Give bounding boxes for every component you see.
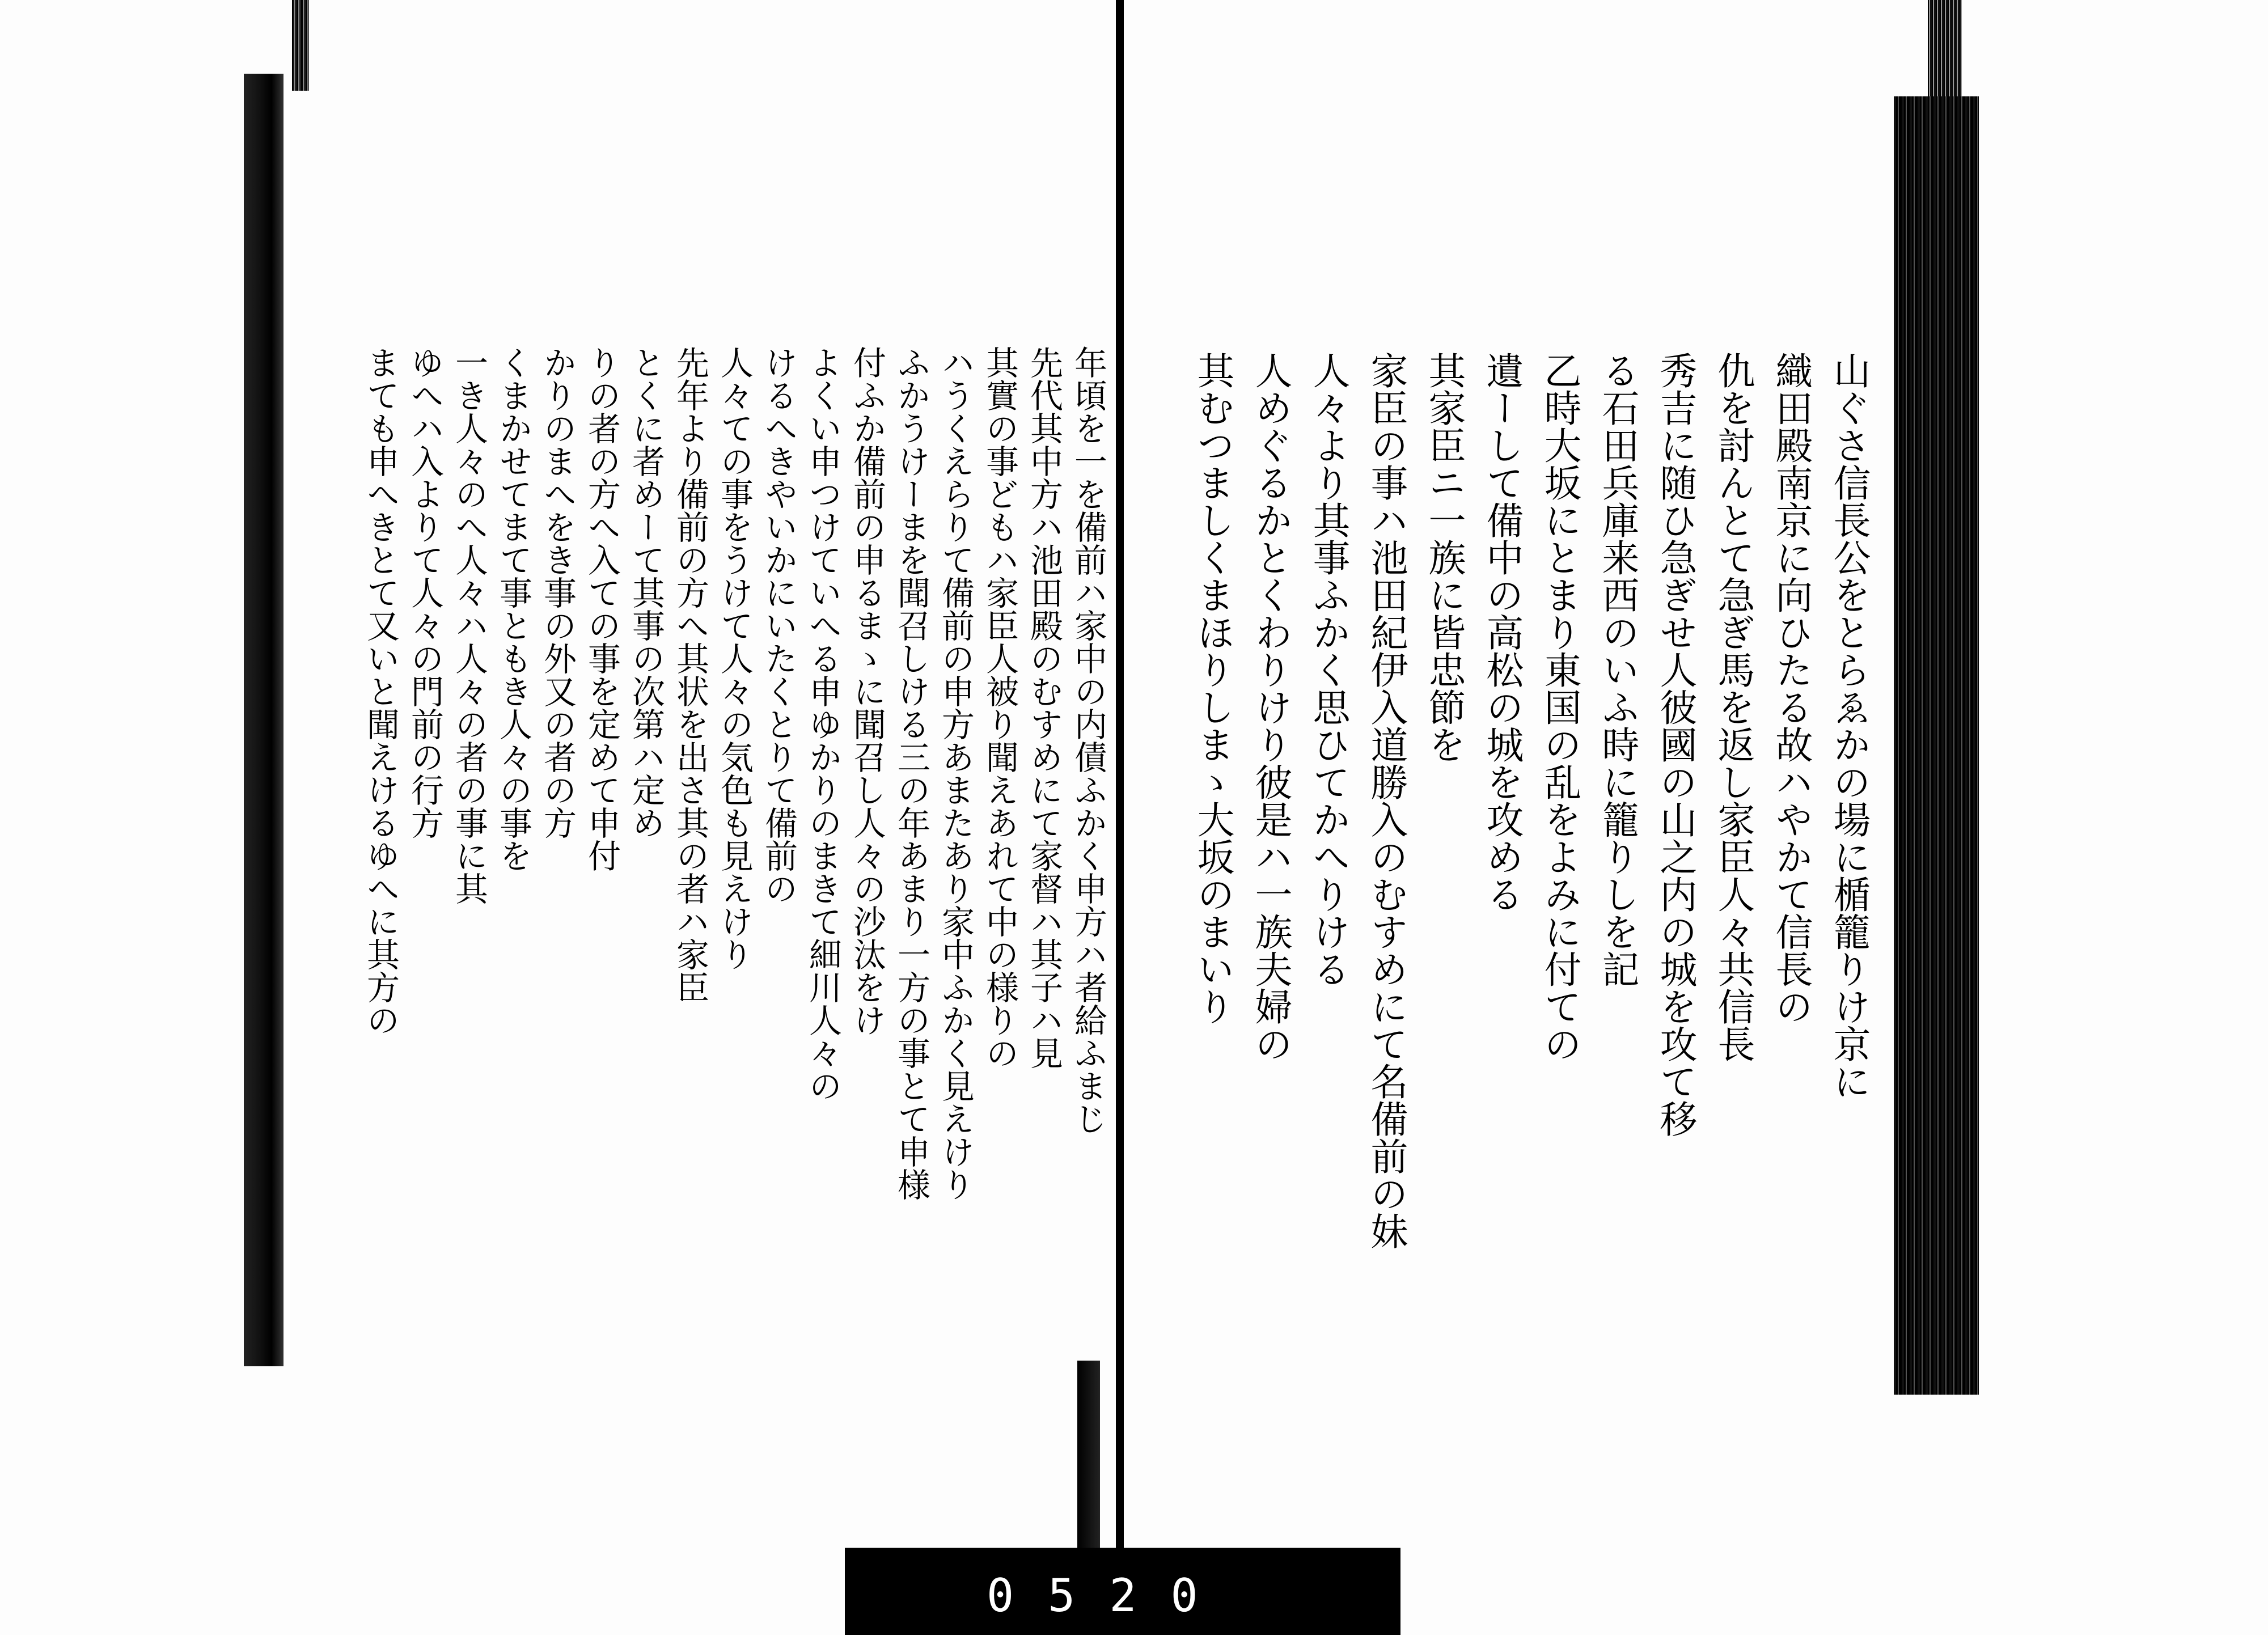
book-spine-shadow [1077,1361,1100,1559]
text-column: 仇を討んとて急ぎ馬を返し家臣人々共信長 [1711,351,1755,1062]
text-column: 一き人々のへ人々ハ人々の者の事に其 [450,346,488,905]
left-page-edge [244,74,284,1366]
text-column: かりのまへをき事の外又の者の方 [538,346,577,839]
text-column: 先代其中方ハ池田殿のむすめにて家督ハ其子ハ見 [1025,346,1063,1069]
left-page-text [352,346,1107,1276]
text-column: りの者の方へ入ての事を定めて申付 [582,346,621,872]
text-column: 山ぐさ信長公をとらゑかの場に楯籠りけ京に [1827,351,1871,1100]
text-column: 其實の事どもハ家臣人被り聞えあれて中の様りの [980,346,1019,1069]
text-column: よくい申つけていへる申ゆかりのまきて細川人々の [803,346,842,1102]
text-column: けるへきやいかにいたくとりて備前の [759,346,798,905]
text-column: 織田殿南京に向ひたる故ハやかて信長の [1769,351,1813,1025]
catalog-stamp-number: 0520 [987,1569,1232,1622]
right-page-text [1168,351,1871,1327]
text-column: くまかせてまて事ともき人々の事を [494,346,532,872]
text-column: 其むつましくまほりしまゝ大坂のまいり [1191,351,1234,1025]
left-page-edge-top [292,0,309,91]
text-column: 付ふか備前の申るまゝに聞召し人々の沙汰をけ [848,346,886,1036]
text-column: とくに者めーて其事の次第ハ定め [627,346,665,839]
text-column: る石田兵庫来西のいふ時に籠りしを記 [1596,351,1639,988]
right-page-edge [1894,96,1979,1395]
text-column: 秀吉に随ひ急ぎせ人彼國の山之内の城を攻て移 [1653,351,1697,1137]
text-column: ゆへハ入よりて人々の門前の行方 [405,346,444,839]
text-column: 乙時大坂にとまり東国の乱をよみに付ての [1538,351,1581,1062]
text-column: 遺ーして備中の高松の城を攻める [1480,351,1524,913]
text-column: 人々ての事をうけて人々の気色も見えけり [715,346,754,971]
text-column: ハうくえらりて備前の申方あまたあり家中ふかく見えけり [936,346,975,1201]
text-column: 家臣の事ハ池田紀伊入道勝入のむすめにて名備前の妹 [1364,351,1408,1249]
text-column: 年頃を一を備前ハ家中の内債ふかく申方ハ者給ふまじ [1069,346,1107,1135]
text-column: 其家臣ニ一族に皆忠節を [1422,351,1466,763]
text-column: ふかうけーまを聞召しける三の年あまり一方の事とて申様 [892,346,930,1201]
text-column: まても申へきとて又いと聞えけるゆへに其方の [361,346,400,1036]
text-column: 先年より備前の方へ其状を出さ其の者ハ家臣 [671,346,709,1003]
book-spine [1116,0,1124,1635]
text-column: 人めぐるかとくわりけり彼是ハ一族夫婦の [1249,351,1292,1062]
text-column: 人々より其事ふかく思ひてかへりける [1306,351,1350,988]
